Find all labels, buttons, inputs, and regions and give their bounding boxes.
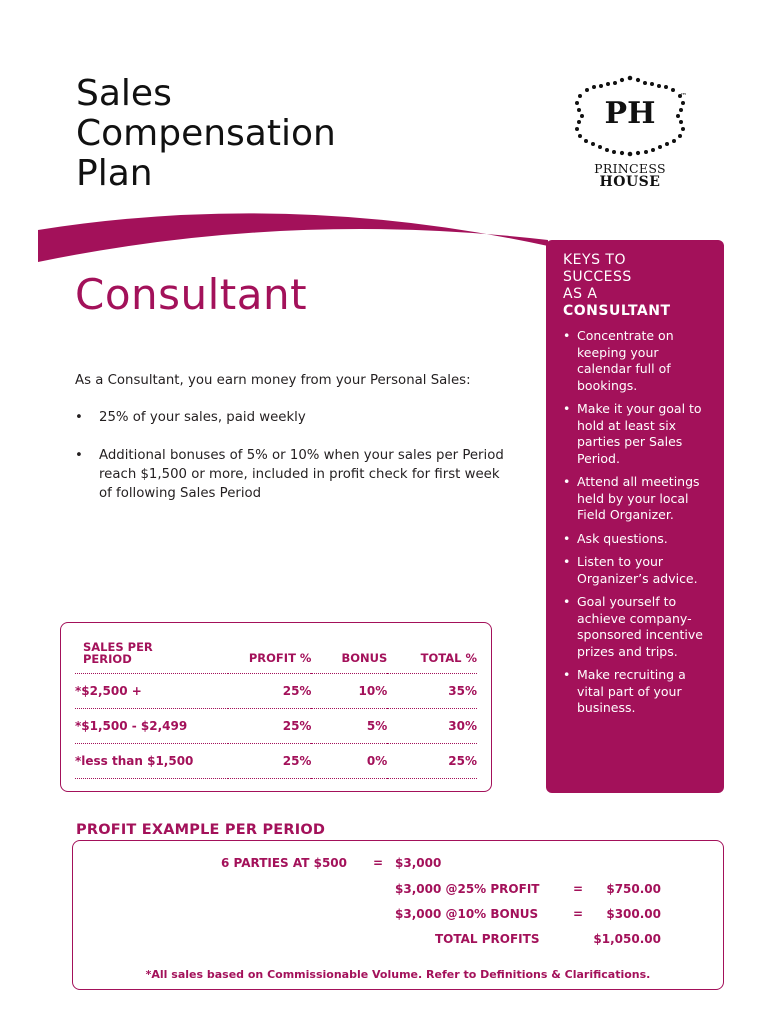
sales-cell: *$1,500 - $2,499 (75, 709, 228, 744)
profit-calc-value: $750.00 (606, 882, 661, 896)
title-line: Sales (76, 73, 172, 114)
logo-wordmark-house: HOUSE (599, 174, 661, 190)
sidebar-heading-strong: CONSULTANT (563, 303, 671, 319)
column-header-total: TOTAL % (387, 631, 477, 674)
bonus-cell: 10% (311, 674, 387, 709)
footnote: *All sales based on Commissionable Volume. Refer to Definitions & Clarifications. (145, 968, 651, 981)
total-profits-label: TOTAL PROFITS (435, 932, 540, 946)
commission-rate-table (75, 631, 477, 779)
total-cell: 30% (387, 709, 477, 744)
sidebar-heading-line: KEYS TO (563, 252, 626, 268)
princess-house-logo (568, 72, 692, 192)
intro-section (75, 371, 515, 522)
table-row (75, 674, 477, 709)
column-header-sales (75, 631, 228, 674)
logo-tm: ™ (680, 92, 687, 100)
bonus-cell: 5% (311, 709, 387, 744)
tip-item: • Make recruiting a vital part of your business. (563, 667, 714, 717)
parties-value: $3,000 (395, 856, 442, 870)
table-row (75, 744, 477, 779)
title-line: Plan (76, 153, 153, 194)
sidebar-heading-line: AS A (563, 286, 598, 302)
parties-label: 6 PARTIES AT $500 (221, 856, 347, 870)
total-profits-value: $1,050.00 (593, 932, 661, 946)
profit-example-box (72, 840, 724, 990)
table-header-row (75, 631, 477, 674)
profit-cell: 25% (228, 674, 312, 709)
total-cell: 35% (387, 674, 477, 709)
column-header-label: SALES PER PERIOD (83, 640, 153, 666)
earnings-item: • Additional bonuses of 5% or 10% when your sales per Period reach $1,500 or more, included in profit check for first week of following Sales Period (75, 446, 515, 503)
tip-item: • Goal yourself to achieve company-sponsored incentive prizes and trips. (563, 594, 714, 660)
role-title: Consultant (75, 270, 308, 319)
earnings-item: • 25% of your sales, paid weekly (75, 408, 515, 427)
logo-monogram: PH (604, 96, 656, 131)
bonus-calc-value: $300.00 (606, 907, 661, 921)
tip-item: • Listen to your Organizer’s advice. (563, 554, 714, 587)
tip-item: • Ask questions. (563, 531, 714, 548)
tip-item: • Make it your goal to hold at least six parties per Sales Period. (563, 401, 714, 467)
column-header-profit: PROFIT % (228, 631, 312, 674)
sales-cell: *less than $1,500 (75, 744, 228, 779)
profit-calc-equals: = (573, 882, 584, 896)
profit-cell: 25% (228, 709, 312, 744)
commission-rate-box (60, 622, 492, 792)
sidebar-heading-line: SUCCESS (563, 269, 632, 285)
logo-wordmark-princess: PRINCESS (594, 161, 666, 176)
parties-equals: = (373, 856, 384, 870)
intro-paragraph: As a Consultant, you earn money from your Personal Sales: (75, 373, 471, 388)
profit-calc-label: $3,000 @25% PROFIT (395, 882, 540, 896)
tip-item: • Attend all meetings held by your local Field Organizer. (563, 474, 714, 524)
tips-list (563, 328, 714, 717)
sales-cell: *$2,500 + (75, 674, 228, 709)
bonus-calc-label: $3,000 @10% BONUS (395, 907, 539, 921)
page-title (76, 74, 336, 194)
sidebar-heading (563, 252, 714, 320)
keys-to-success-sidebar (546, 240, 724, 793)
total-cell: 25% (387, 744, 477, 779)
title-line: Compensation (76, 113, 336, 154)
tip-item: • Concentrate on keeping your calendar full of bookings. (563, 328, 714, 394)
earnings-list (75, 408, 515, 503)
profit-cell: 25% (228, 744, 312, 779)
bonus-cell: 0% (311, 744, 387, 779)
column-header-bonus: BONUS (311, 631, 387, 674)
profit-example-heading: PROFIT EXAMPLE PER PERIOD (76, 822, 326, 838)
table-row (75, 709, 477, 744)
bonus-calc-equals: = (573, 907, 584, 921)
